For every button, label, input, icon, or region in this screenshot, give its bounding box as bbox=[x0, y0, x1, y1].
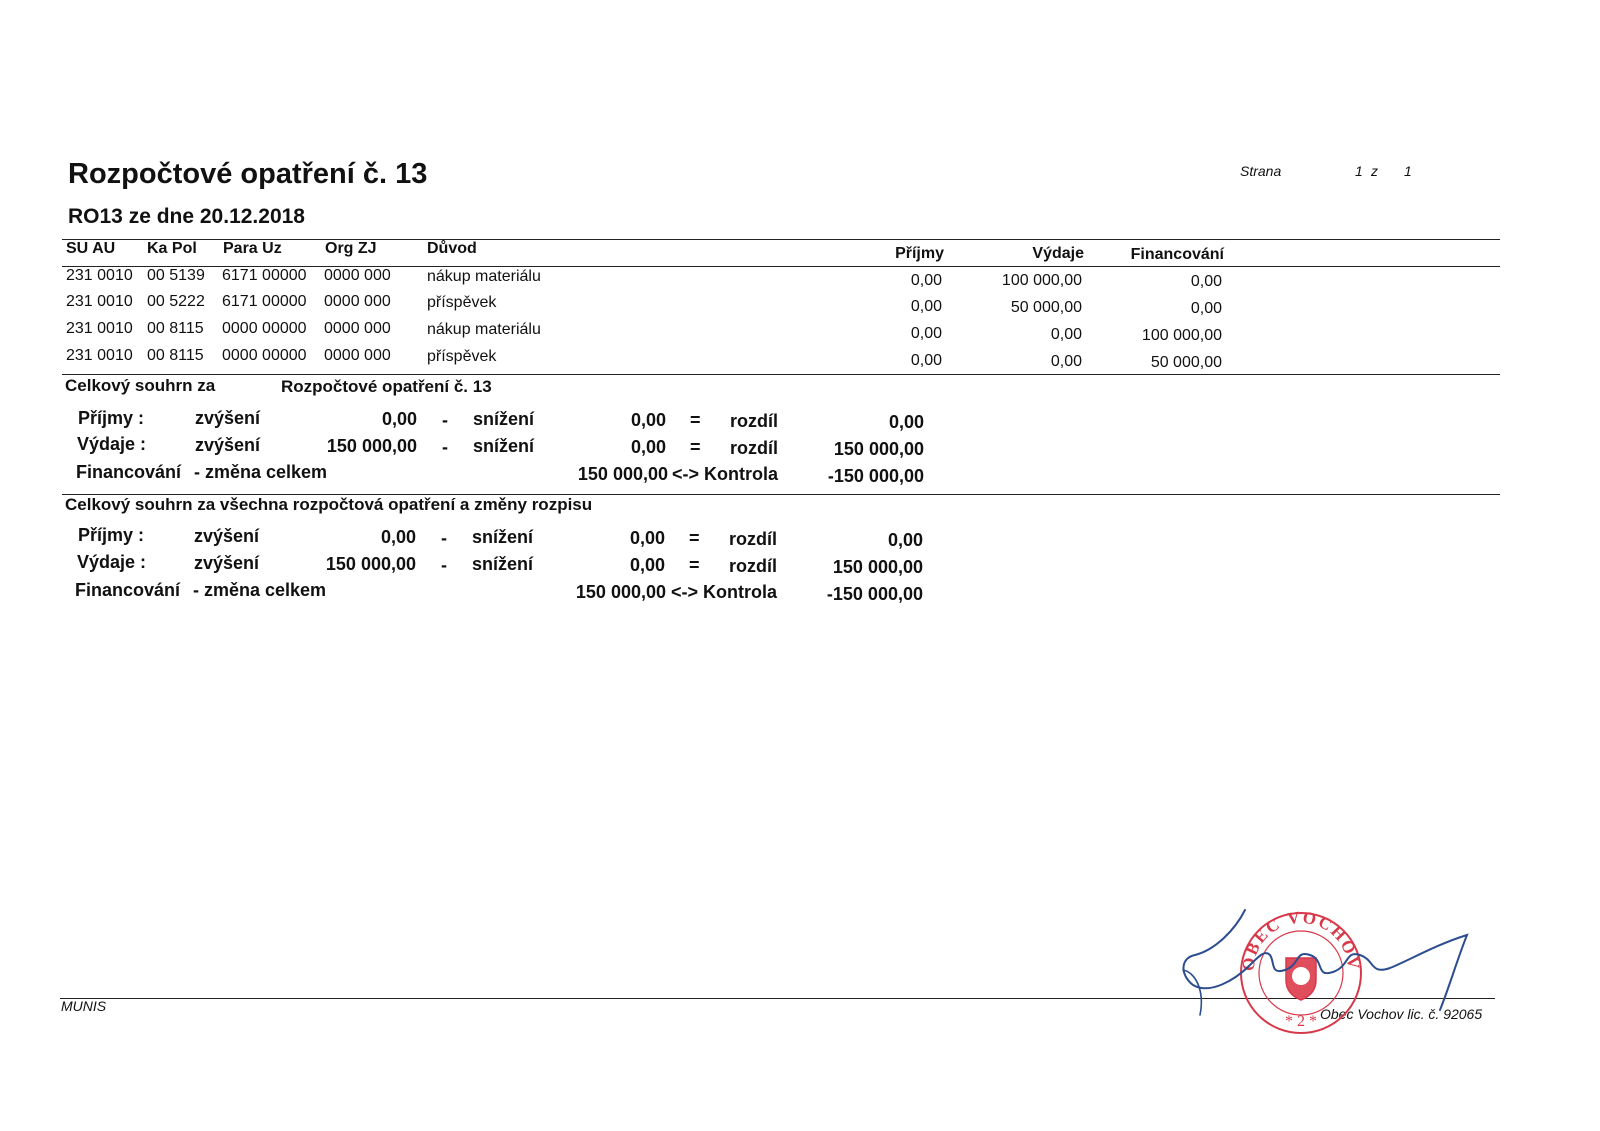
snizeni-value: 0,00 bbox=[630, 410, 666, 430]
zvyseni-label: zvýšení bbox=[195, 435, 261, 455]
kontrola-value: -150 000,00 bbox=[826, 584, 923, 604]
svg-text:OBEC VOCHOV: OBEC VOCHOV bbox=[1238, 908, 1364, 972]
zmena-value: 150 000,00 bbox=[575, 582, 666, 602]
cell-vydaje: 0,00 bbox=[1050, 326, 1082, 343]
col-prijmy: Příjmy bbox=[895, 245, 944, 262]
cell-para-uz: 6171 00000 bbox=[222, 293, 307, 310]
summary1-heading-left: Celkový souhrn za bbox=[65, 376, 216, 395]
financovani-label: Financování bbox=[76, 462, 182, 482]
equals-sign: = bbox=[689, 528, 700, 548]
zvyseni-value: 0,00 bbox=[381, 409, 417, 429]
cell-financovani: 0,00 bbox=[1190, 273, 1222, 290]
footer-left: MUNIS bbox=[61, 998, 107, 1014]
col-financovani: Financování bbox=[1130, 246, 1224, 263]
cell-vydaje: 50 000,00 bbox=[1010, 299, 1082, 316]
kontrola-label: <-> Kontrola bbox=[671, 582, 778, 602]
cell-duvod: nákup materiálu bbox=[427, 268, 541, 285]
cell-financovani: 100 000,00 bbox=[1141, 327, 1222, 344]
zvyseni-label: zvýšení bbox=[194, 526, 260, 546]
cell-financovani: 0,00 bbox=[1190, 300, 1222, 317]
zmena-label: - změna celkem bbox=[193, 580, 327, 600]
minus-sign: - bbox=[442, 437, 448, 457]
cell-su-au: 231 0010 bbox=[66, 347, 133, 364]
col-ka-pol: Ka Pol bbox=[147, 240, 197, 257]
page-title: Rozpočtové opatření č. 13 bbox=[68, 158, 428, 190]
prijmy-label: Příjmy : bbox=[78, 408, 145, 428]
cell-su-au: 231 0010 bbox=[66, 267, 133, 284]
col-su-au: SU AU bbox=[66, 240, 116, 257]
footer-right: Obec Vochov lic. č. 92065 bbox=[1320, 1006, 1483, 1022]
signature-icon bbox=[1175, 900, 1475, 1020]
rozdil-value: 150 000,00 bbox=[833, 439, 924, 459]
equals-sign: = bbox=[690, 437, 701, 457]
cell-org-zj: 0000 000 bbox=[324, 320, 391, 337]
equals-sign: = bbox=[689, 555, 700, 575]
summary2-heading: Celkový souhrn za všechna rozpočtová opatření a změny rozpisu bbox=[65, 495, 593, 514]
page-label: Strana bbox=[1240, 163, 1282, 179]
zmena-label: - změna celkem bbox=[194, 462, 328, 482]
rozdil-value: 0,00 bbox=[888, 412, 924, 432]
cell-org-zj: 0000 000 bbox=[324, 267, 391, 284]
vydaje-label: Výdaje : bbox=[77, 434, 147, 454]
cell-su-au: 231 0010 bbox=[66, 293, 133, 310]
rozdil-label: rozdíl bbox=[730, 438, 778, 458]
prijmy-label: Příjmy : bbox=[78, 525, 145, 545]
document-subtitle: RO13 ze dne 20.12.2018 bbox=[68, 205, 305, 228]
page-total: 1 bbox=[1404, 163, 1412, 179]
kontrola-value: -150 000,00 bbox=[827, 466, 924, 486]
cell-vydaje: 100 000,00 bbox=[1001, 272, 1082, 289]
cell-ka-pol: 00 8115 bbox=[147, 320, 204, 337]
zvyseni-label: zvýšení bbox=[194, 553, 260, 573]
snizeni-value: 0,00 bbox=[629, 528, 665, 548]
kontrola-label: <-> Kontrola bbox=[672, 464, 779, 484]
cell-prijmy: 0,00 bbox=[910, 272, 942, 289]
cell-para-uz: 0000 00000 bbox=[222, 347, 307, 364]
zvyseni-value: 150 000,00 bbox=[326, 436, 417, 456]
zvyseni-value: 0,00 bbox=[380, 527, 416, 547]
snizeni-value: 0,00 bbox=[630, 437, 666, 457]
summary1-heading-right: Rozpočtové opatření č. 13 bbox=[281, 377, 492, 396]
minus-sign: - bbox=[441, 555, 447, 575]
minus-sign: - bbox=[441, 528, 447, 548]
snizeni-label: snížení bbox=[472, 554, 534, 574]
snizeni-value: 0,00 bbox=[629, 555, 665, 575]
zmena-value: 150 000,00 bbox=[577, 464, 668, 484]
equals-sign: = bbox=[690, 410, 701, 430]
cell-para-uz: 0000 00000 bbox=[222, 320, 307, 337]
cell-prijmy: 0,00 bbox=[910, 352, 942, 369]
cell-vydaje: 0,00 bbox=[1050, 353, 1082, 370]
cell-duvod: příspěvek bbox=[427, 294, 497, 311]
col-duvod: Důvod bbox=[427, 240, 477, 257]
rozdil-label: rozdíl bbox=[729, 529, 777, 549]
cell-prijmy: 0,00 bbox=[910, 325, 942, 342]
financovani-label: Financování bbox=[75, 580, 181, 600]
rozdil-label: rozdíl bbox=[729, 556, 777, 576]
cell-ka-pol: 00 5222 bbox=[147, 293, 205, 310]
snizeni-label: snížení bbox=[472, 527, 534, 547]
col-vydaje: Výdaje bbox=[1032, 245, 1084, 262]
cell-duvod: příspěvek bbox=[427, 348, 497, 365]
snizeni-label: snížení bbox=[473, 436, 535, 456]
rozdil-value: 150 000,00 bbox=[832, 557, 923, 577]
cell-para-uz: 6171 00000 bbox=[222, 267, 307, 284]
cell-ka-pol: 00 8115 bbox=[147, 347, 204, 364]
col-para-uz: Para Uz bbox=[223, 240, 282, 257]
page-current: 1 bbox=[1355, 163, 1363, 179]
cell-prijmy: 0,00 bbox=[910, 298, 942, 315]
vydaje-label: Výdaje : bbox=[77, 552, 147, 572]
svg-text:* 2 *: * 2 * bbox=[1285, 1013, 1317, 1030]
cell-su-au: 231 0010 bbox=[66, 320, 133, 337]
cell-financovani: 50 000,00 bbox=[1150, 354, 1222, 371]
col-org-zj: Org ZJ bbox=[325, 240, 377, 257]
cell-ka-pol: 00 5139 bbox=[147, 267, 205, 284]
page-of: z bbox=[1371, 163, 1378, 179]
rozdil-value: 0,00 bbox=[887, 530, 923, 550]
snizeni-label: snížení bbox=[473, 409, 535, 429]
table-bottom-rule bbox=[62, 374, 1500, 375]
cell-org-zj: 0000 000 bbox=[324, 347, 391, 364]
zvyseni-value: 150 000,00 bbox=[325, 554, 416, 574]
cell-duvod: nákup materiálu bbox=[427, 321, 541, 338]
rozdil-label: rozdíl bbox=[730, 411, 778, 431]
zvyseni-label: zvýšení bbox=[195, 408, 261, 428]
minus-sign: - bbox=[442, 410, 448, 430]
cell-org-zj: 0000 000 bbox=[324, 293, 391, 310]
